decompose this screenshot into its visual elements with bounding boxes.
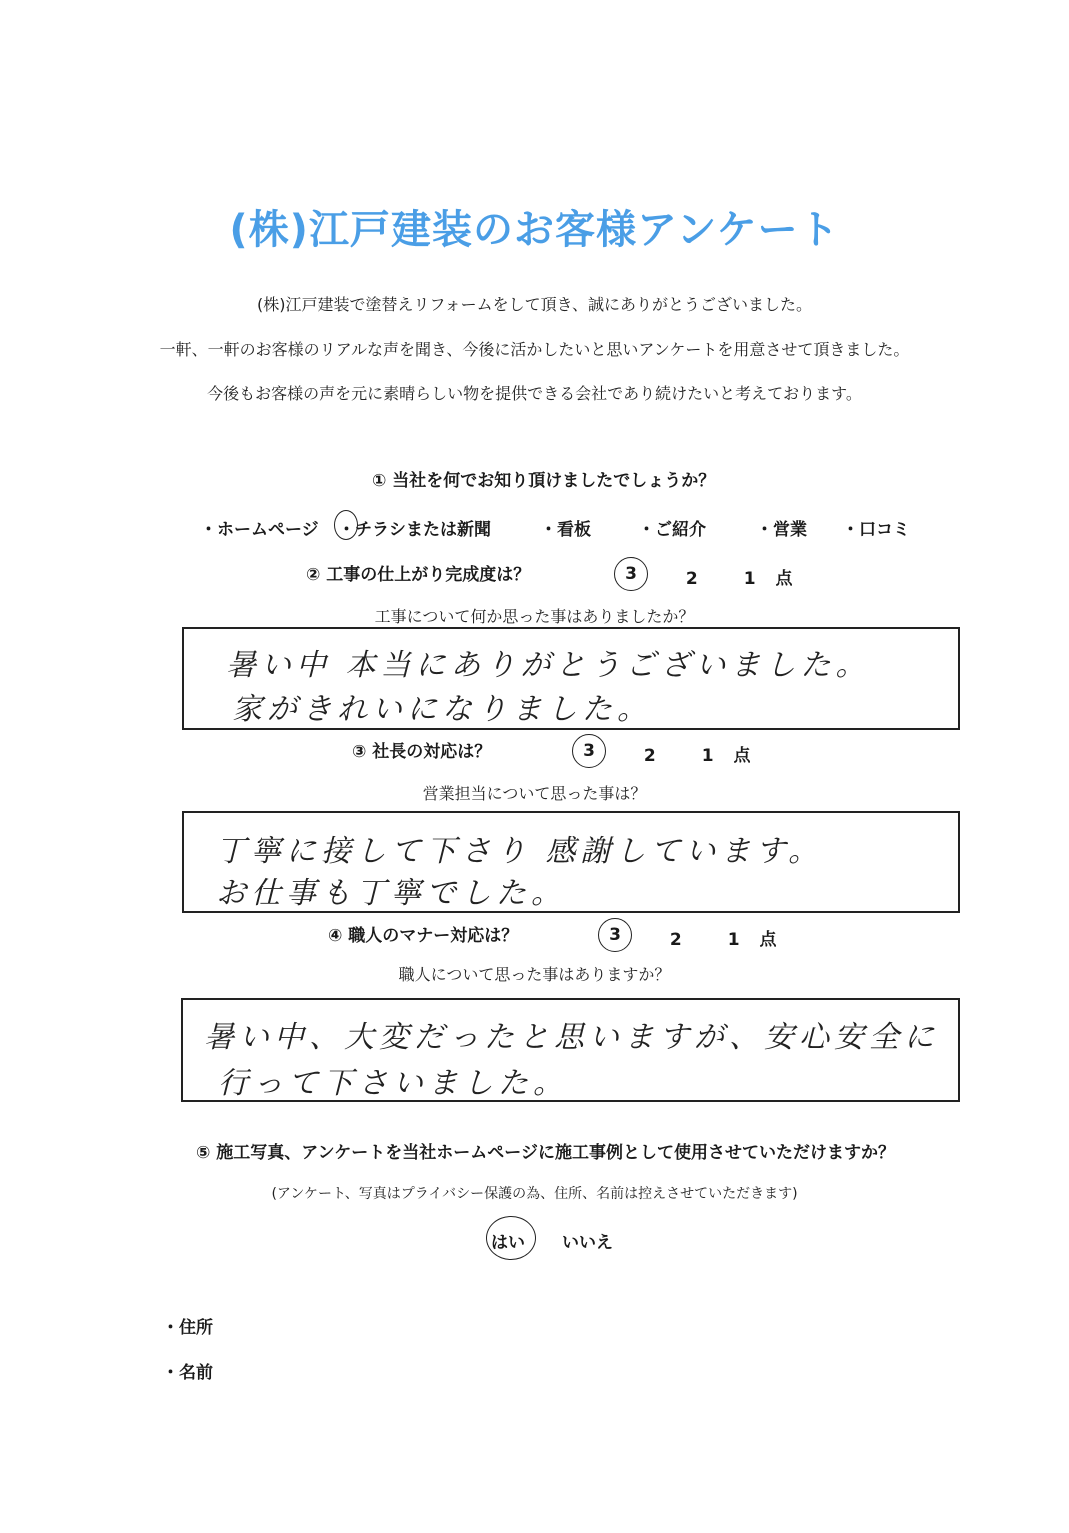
- q3-answer-line-2: お仕事も丁寧でした。: [216, 876, 566, 911]
- q1-option-word-of-mouth: ・口コミ: [842, 520, 910, 540]
- q3-prompt: 営業担当について思った事は？: [422, 784, 647, 803]
- q5-privacy-note: (アンケート、写真はプライバシー保護の為、住所、名前は控えさせていただきます): [271, 1186, 798, 1202]
- survey-title: (株)江戸建装のお客様アンケート: [229, 207, 840, 253]
- intro-line-3: 今後もお客様の声を元に素晴らしい物を提供できる会社であり続けたいと考えております。: [207, 384, 862, 403]
- q2-answer-line-2: 家がきれいになりました。: [232, 692, 652, 727]
- name-field-label: ・名前: [162, 1363, 213, 1383]
- question-2-rating: [614, 562, 792, 596]
- q4-rating-2: 2: [669, 930, 682, 950]
- q3-rating-1: 1: [701, 746, 714, 766]
- q4-rating-1: 1: [727, 930, 740, 950]
- q2-prompt: 工事について何か思った事はありましたか？: [374, 607, 695, 626]
- question-4-label: ④ 職人のマナー対応は？: [328, 926, 519, 946]
- q2-rating-1: 1: [743, 569, 756, 589]
- q2-rating-2: 2: [685, 569, 698, 589]
- question-4-rating: [598, 923, 776, 957]
- q1-option-referral: ・ご紹介: [638, 520, 706, 540]
- q3-rating-selected: 3: [572, 734, 606, 768]
- question-2-label: ② 工事の仕上がり完成度は？: [306, 565, 531, 585]
- address-field-label: ・住所: [162, 1318, 213, 1338]
- q2-rating-selected: 3: [614, 557, 648, 591]
- q4-answer-line-2: 行って下さいました。: [218, 1066, 568, 1101]
- q3-answer-line-1: 丁寧に接して下さり 感謝しています。: [216, 834, 824, 869]
- q4-rating-selected: 3: [598, 918, 632, 952]
- q1-option-flyer: ・チラシまたは新聞: [338, 520, 491, 540]
- q1-option-homepage: ・ホームページ: [200, 520, 319, 540]
- q3-rating-unit: 点: [733, 746, 751, 766]
- intro-line-1: (株)江戸建装で塗替えリフォームをして頂き、誠にありがとうございました。: [256, 295, 813, 314]
- q5-option-yes: はい: [491, 1233, 525, 1253]
- q4-prompt: 職人について思った事はありますか？: [398, 965, 671, 984]
- question-1-label: ① 当社を何でお知り頂けましたでしょうか？: [372, 471, 716, 491]
- q5-option-no: いいえ: [562, 1233, 613, 1253]
- q3-rating-2: 2: [643, 746, 656, 766]
- q4-rating-unit: 点: [759, 930, 777, 950]
- question-3-rating: [572, 739, 750, 773]
- intro-line-2: 一軒、一軒のお客様のリアルな声を聞き、今後に活かしたいと思いアンケートを用意させて頂きました。: [159, 340, 910, 359]
- q2-rating-unit: 点: [775, 569, 793, 589]
- q1-option-sales: ・営業: [756, 520, 807, 540]
- q4-answer-line-1: 暑い中、大変だったと思いますが、安心安全に: [204, 1020, 939, 1055]
- question-5-label: ⑤ 施工写真、アンケートを当社ホームページに施工事例として使用させていただけますか？: [196, 1143, 895, 1163]
- q1-option-signboard: ・看板: [540, 520, 591, 540]
- q2-answer-line-1: 暑い中 本当にありがとうございました。: [226, 648, 871, 683]
- question-3-label: ③ 社長の対応は？: [352, 742, 492, 762]
